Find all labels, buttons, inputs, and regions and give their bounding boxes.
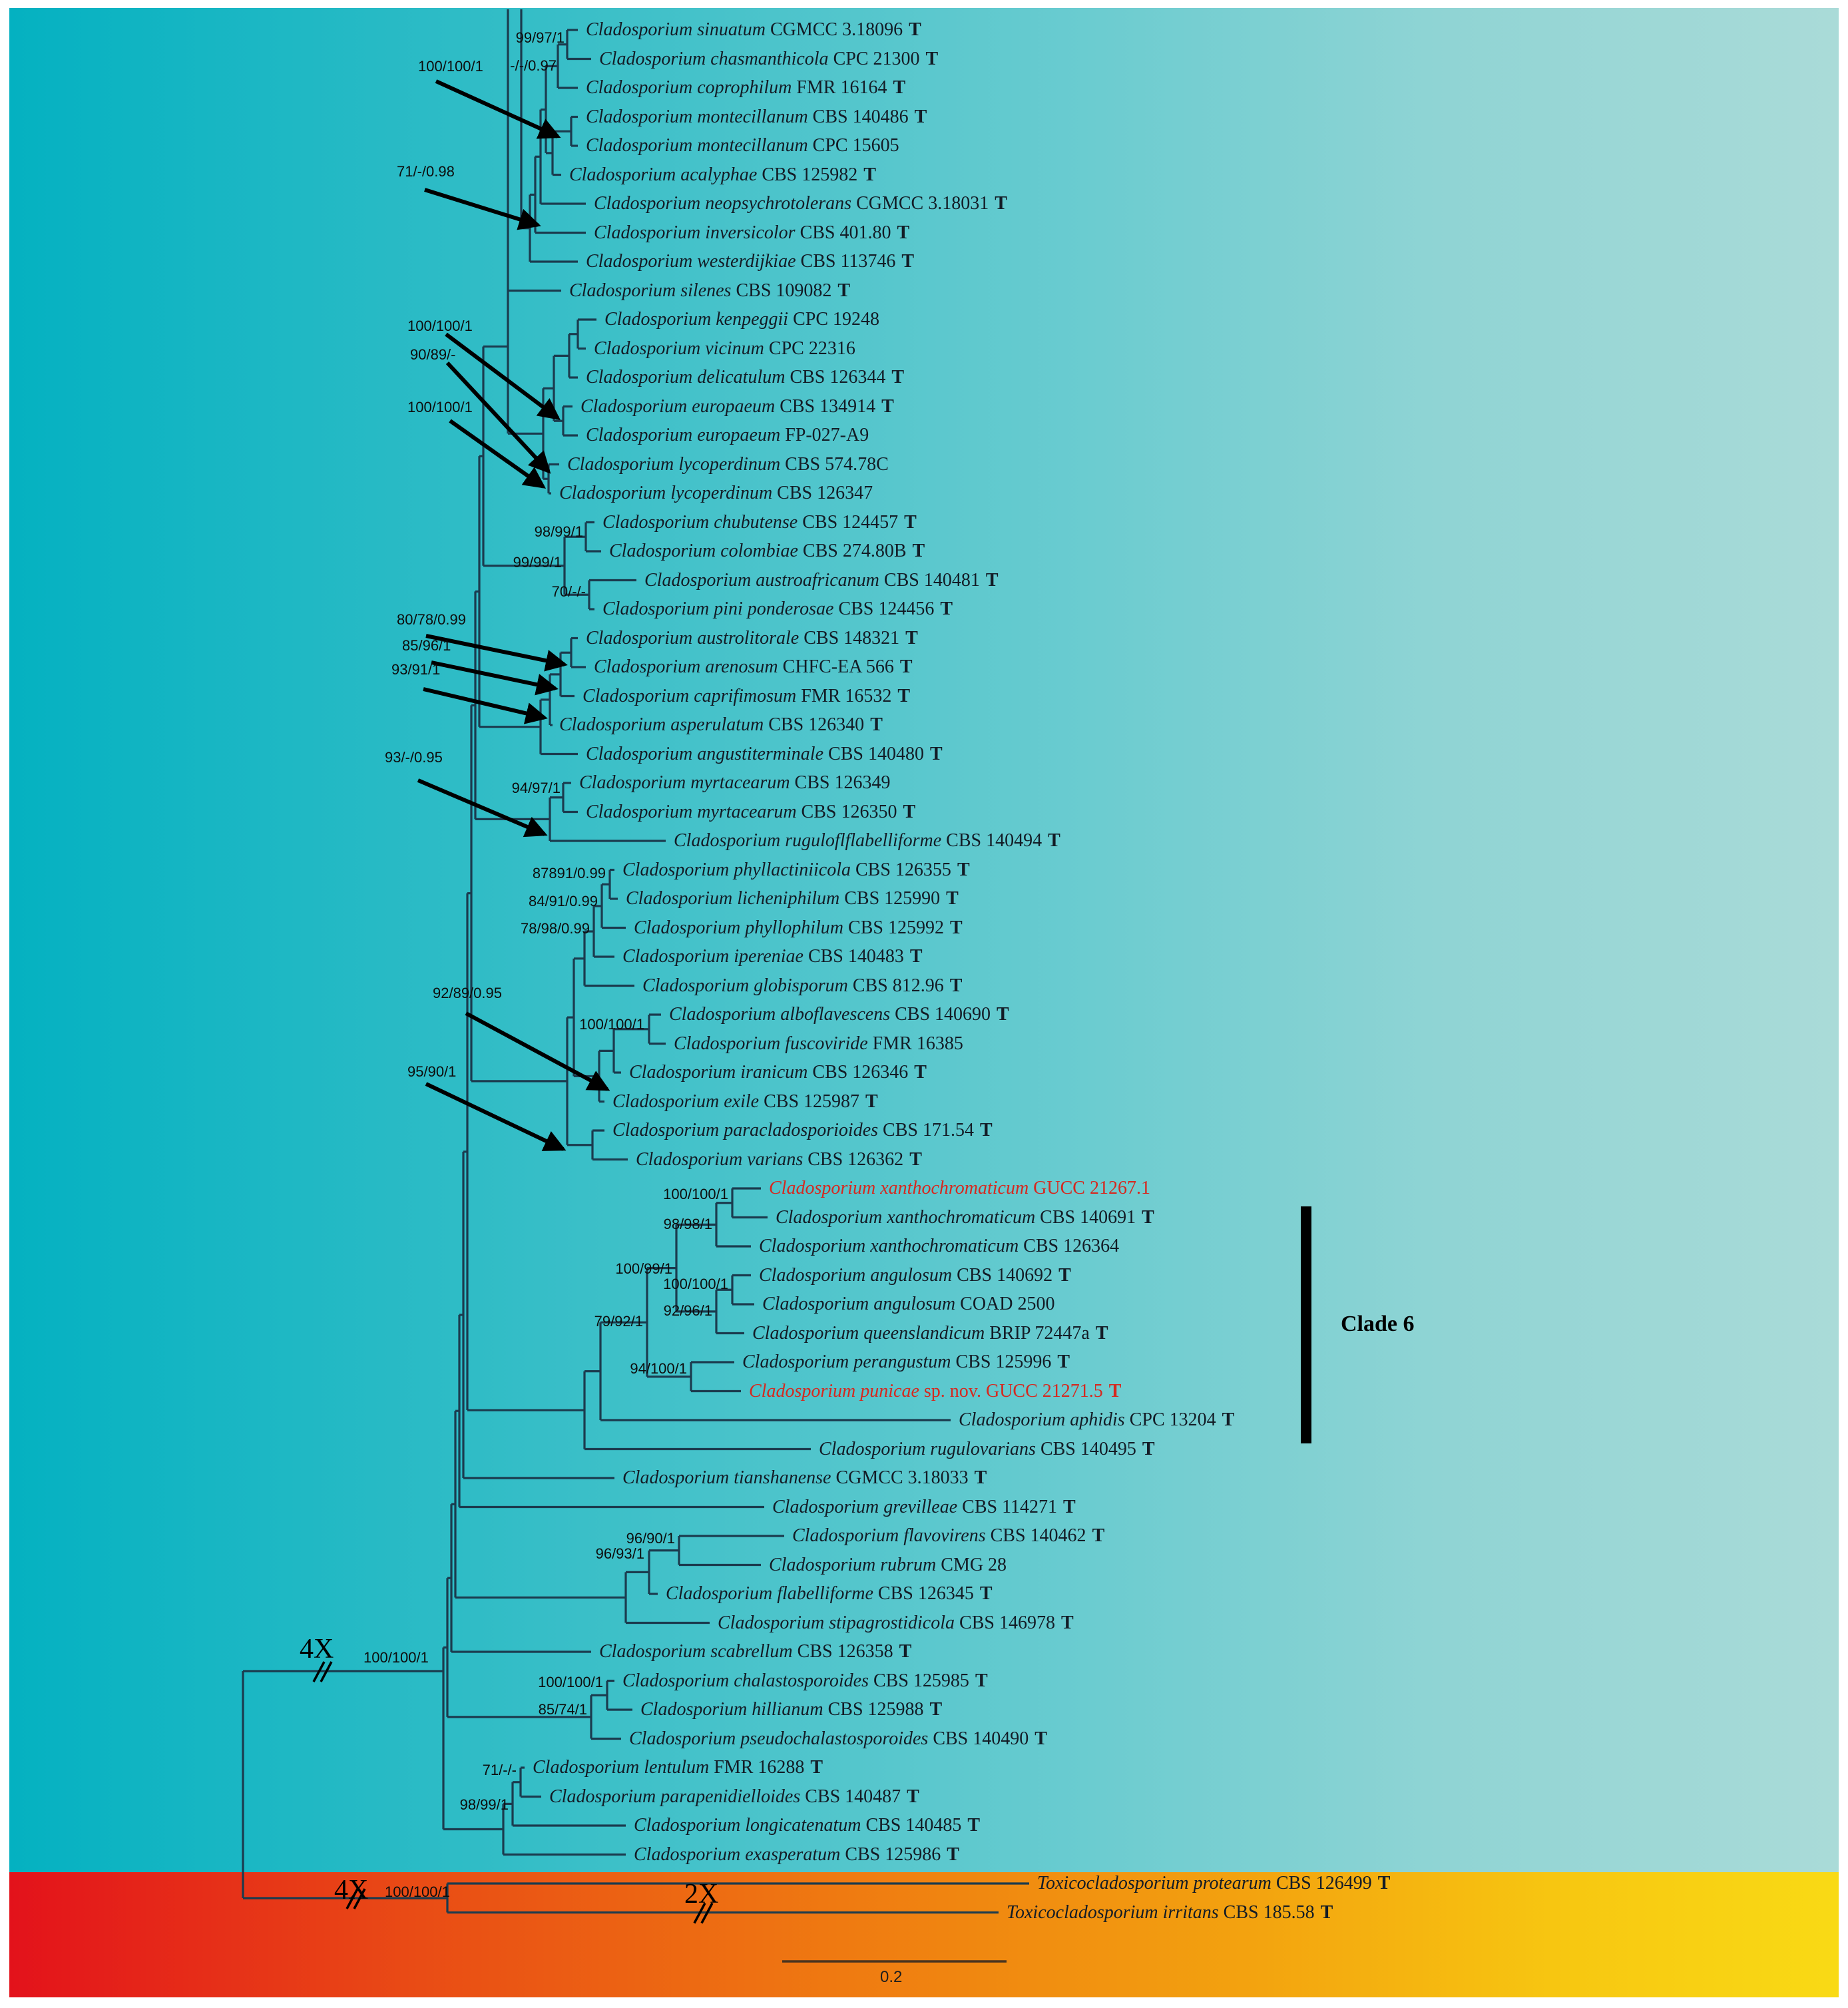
ploidy-break-label: 2X xyxy=(684,1879,719,1909)
taxon-label: Cladosporium europaeum FP-027-A9 xyxy=(586,425,869,445)
support-value: 94/100/1 xyxy=(630,1360,687,1377)
taxon-label: Cladosporium hillianum CBS 125988 T xyxy=(640,1699,943,1720)
clade6-label: Clade 6 xyxy=(1341,1312,1415,1336)
taxon-label: Cladosporium flabelliforme CBS 126345 T xyxy=(666,1583,993,1604)
taxon-label: Cladosporium rugulovarians CBS 140495 T xyxy=(819,1438,1155,1459)
taxon-label: Cladosporium myrtacearum CBS 126349 xyxy=(579,772,891,793)
taxon-label: Cladosporium acalyphae CBS 125982 T xyxy=(569,164,876,185)
support-value: 85/74/1 xyxy=(538,1701,587,1718)
taxon-label: Cladosporium lentulum FMR 16288 T xyxy=(533,1757,823,1778)
support-value: -/-/0.97 xyxy=(510,57,557,74)
support-value: 92/96/1 xyxy=(663,1302,712,1319)
taxon-label: Cladosporium tianshanense CGMCC 3.18033 T xyxy=(622,1467,987,1488)
taxon-label: Cladosporium arenosum CHFC-EA 566 T xyxy=(594,656,913,677)
support-value: 85/96/1 xyxy=(402,637,451,654)
taxon-label: Cladosporium europaeum CBS 134914 T xyxy=(580,395,894,417)
support-value: 79/92/1 xyxy=(594,1313,643,1330)
taxon-label: Cladosporium rubrum CMG 28 xyxy=(769,1554,1007,1575)
support-value: 100/100/1 xyxy=(538,1674,603,1690)
taxon-label: Cladosporium iranicum CBS 126346 T xyxy=(629,1062,927,1083)
taxon-label: Cladosporium silenes CBS 109082 T xyxy=(569,280,851,301)
taxon-label: Cladosporium grevilleae CBS 114271 T xyxy=(772,1496,1076,1517)
taxon-label: Cladosporium lycoperdinum CBS 126347 xyxy=(559,483,873,503)
taxon-label: Cladosporium vicinum CPC 22316 xyxy=(594,338,855,359)
taxon-label: Cladosporium austroafricanum CBS 140481 T xyxy=(644,569,999,591)
support-value: 100/100/1 xyxy=(418,58,483,75)
support-value: 98/99/1 xyxy=(459,1796,509,1813)
taxon-label: Cladosporium chasmanthicola CPC 21300 T xyxy=(599,48,939,69)
support-value: 100/100/1 xyxy=(385,1883,450,1900)
support-value: 90/89/- xyxy=(410,346,456,363)
support-value: 100/100/1 xyxy=(579,1016,644,1033)
clade6-bar xyxy=(1301,1206,1311,1443)
taxon-label: Cladosporium angulosum CBS 140692 T xyxy=(759,1264,1071,1286)
support-value: 94/97/1 xyxy=(511,780,561,796)
taxon-label: Cladosporium caprifimosum FMR 16532 T xyxy=(582,685,911,706)
taxon-label: Cladosporium varians CBS 126362 T xyxy=(636,1148,922,1170)
taxon-label: Cladosporium westerdijkiae CBS 113746 T xyxy=(586,251,915,272)
taxon-label: Cladosporium perangustum CBS 125996 T xyxy=(742,1352,1070,1372)
taxon-label: Cladosporium neopsychrotolerans CGMCC 3.18031 T xyxy=(594,193,1007,214)
taxon-label: Cladosporium xanthochromaticum CBS 126364 xyxy=(759,1236,1120,1256)
taxon-label: Cladosporium paracladosporioides CBS 171.54 T xyxy=(612,1120,993,1140)
taxon-label: Cladosporium flavovirens CBS 140462 T xyxy=(792,1525,1105,1546)
support-value: 84/91/0.99 xyxy=(529,893,598,909)
support-value: 99/99/1 xyxy=(513,554,562,571)
taxon-label: Cladosporium aphidis CPC 13204 T xyxy=(959,1409,1235,1430)
taxon-label: Cladosporium punicae sp. nov. GUCC 21271.5 T xyxy=(749,1380,1122,1401)
taxon-label: Toxicocladosporium irritans CBS 185.58 T xyxy=(1007,1901,1333,1923)
taxon-label: Cladosporium myrtacearum CBS 126350 T xyxy=(586,801,916,822)
taxon-label: Cladosporium phyllactiniicola CBS 126355 T xyxy=(622,859,970,880)
support-value: 93/-/0.95 xyxy=(385,749,443,766)
taxon-label: Cladosporium exile CBS 125987 T xyxy=(612,1091,878,1112)
taxon-label: Cladosporium queenslandicum BRIP 72447a T xyxy=(752,1322,1108,1344)
taxon-label: Cladosporium montecillanum CBS 140486 T xyxy=(586,106,927,127)
taxon-label: Cladosporium fuscoviride FMR 16385 xyxy=(674,1033,963,1054)
support-value: 87891/0.99 xyxy=(532,865,606,881)
support-value: 100/100/1 xyxy=(663,1276,728,1292)
taxon-label: Cladosporium alboflavescens CBS 140690 T xyxy=(669,1004,1009,1025)
support-value: 70/-/- xyxy=(551,583,586,600)
taxon-label: Cladosporium angustiterminale CBS 140480 T xyxy=(586,743,943,764)
support-value: 99/97/1 xyxy=(515,29,565,46)
support-value: 95/90/1 xyxy=(407,1063,457,1080)
support-value: 80/78/0.99 xyxy=(397,611,466,628)
taxon-label: Cladosporium parapenidielloides CBS 140487 T xyxy=(549,1786,919,1807)
taxon-label: Cladosporium colombiae CBS 274.80B T xyxy=(609,541,925,561)
support-value: 96/93/1 xyxy=(595,1545,644,1562)
taxon-label: Cladosporium kenpeggii CPC 19248 xyxy=(604,309,880,330)
taxon-label: Cladosporium globisporum CBS 812.96 T xyxy=(642,975,963,996)
taxon-label: Cladosporium chubutense CBS 124457 T xyxy=(602,511,917,533)
support-value: 78/98/0.99 xyxy=(521,920,590,937)
support-value: 100/100/1 xyxy=(407,399,473,415)
ploidy-break-label: 4X xyxy=(334,1875,369,1905)
scale-bar-label: 0.2 xyxy=(880,1968,903,1986)
taxon-label: Cladosporium xanthochromaticum CBS 140691 T xyxy=(776,1206,1154,1228)
support-value: 100/99/1 xyxy=(615,1260,672,1277)
support-value: 100/100/1 xyxy=(363,1649,429,1666)
taxon-label: Cladosporium pini ponderosae CBS 124456 T xyxy=(602,599,953,619)
taxon-label: Cladosporium ipereniae CBS 140483 T xyxy=(622,946,923,967)
taxon-label: Cladosporium xanthochromaticum GUCC 21267.1 xyxy=(769,1178,1150,1198)
taxon-label: Cladosporium scabrellum CBS 126358 T xyxy=(599,1641,912,1662)
taxon-label: Cladosporium exasperatum CBS 125986 T xyxy=(634,1844,959,1865)
support-value: 98/99/1 xyxy=(534,523,583,540)
taxon-label: Cladosporium lycoperdinum CBS 574.78C xyxy=(567,453,889,475)
taxon-label: Cladosporium coprophilum FMR 16164 T xyxy=(586,77,906,98)
taxon-label: Cladosporium ruguloflflabelliforme CBS 140494 T xyxy=(674,830,1060,851)
taxon-label: Toxicocladosporium protearum CBS 126499 T xyxy=(1037,1873,1391,1893)
taxon-label: Cladosporium sinuatum CGMCC 3.18096 T xyxy=(586,19,921,40)
taxon-label: Cladosporium austrolitorale CBS 148321 T xyxy=(586,627,918,648)
taxon-label: Cladosporium delicatulum CBS 126344 T xyxy=(586,367,905,387)
taxon-label: Cladosporium chalastosporoides CBS 125985 T xyxy=(622,1670,988,1691)
taxon-label: Cladosporium montecillanum CPC 15605 xyxy=(586,135,899,156)
support-value: 71/-/- xyxy=(482,1762,517,1778)
taxon-label: Cladosporium longicatenatum CBS 140485 T xyxy=(634,1815,981,1836)
taxon-label: Cladosporium asperulatum CBS 126340 T xyxy=(559,714,883,735)
support-value: 98/98/1 xyxy=(663,1216,712,1232)
taxon-label: Cladosporium pseudochalastosporoides CBS 140490 T xyxy=(629,1728,1047,1749)
support-value: 100/100/1 xyxy=(663,1186,728,1202)
support-value: 92/89/0.95 xyxy=(433,985,502,1001)
taxon-label: Cladosporium stipagrostidicola CBS 146978 T xyxy=(718,1612,1074,1633)
taxon-label: Cladosporium phyllophilum CBS 125992 T xyxy=(634,917,963,938)
support-value: 96/90/1 xyxy=(626,1530,675,1547)
support-value: 100/100/1 xyxy=(407,318,473,334)
ploidy-break-label: 4X xyxy=(300,1634,334,1664)
taxon-label: Cladosporium angulosum COAD 2500 xyxy=(762,1294,1055,1314)
support-value: 93/91/1 xyxy=(391,661,441,678)
support-value: 71/-/0.98 xyxy=(397,163,455,180)
taxon-label: Cladosporium licheniphilum CBS 125990 T xyxy=(626,888,959,909)
taxon-label: Cladosporium inversicolor CBS 401.80 T xyxy=(594,222,910,243)
